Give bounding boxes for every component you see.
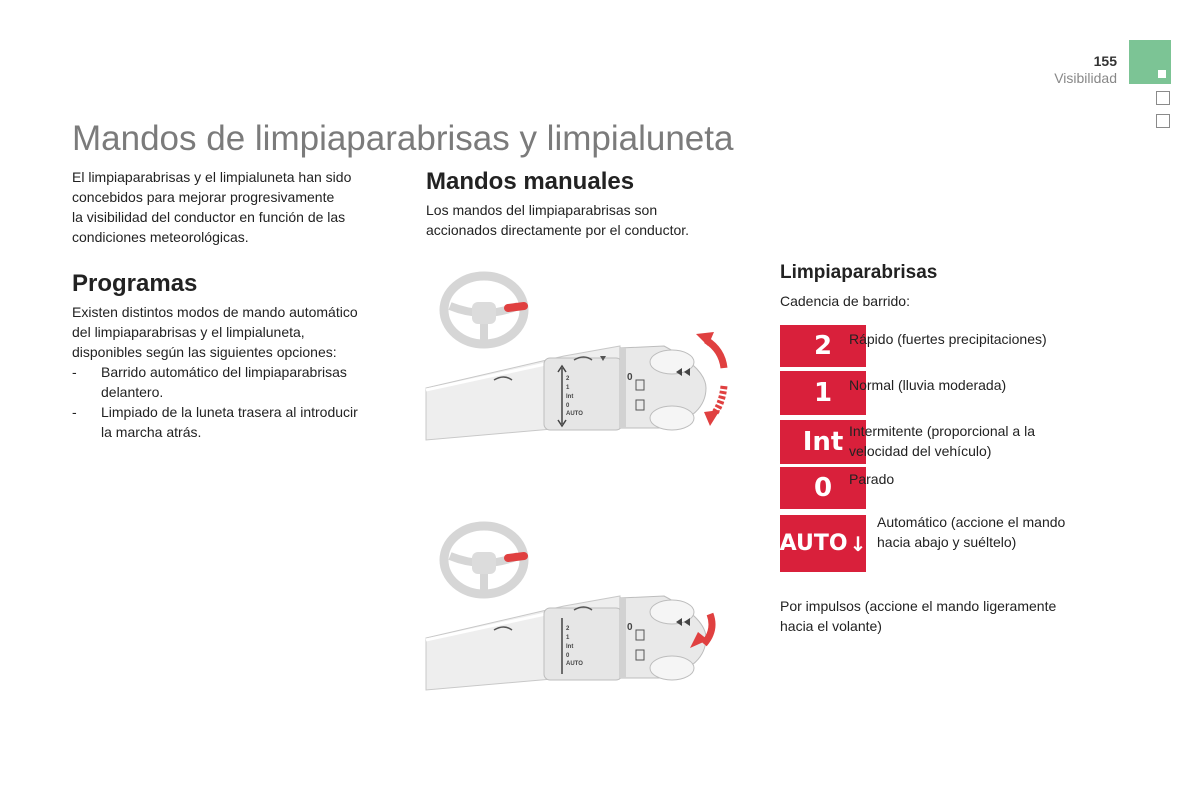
programas-heading: Programas (72, 270, 198, 297)
text-line: Parado (849, 471, 895, 487)
text-line: hacia abajo y suéltelo) (877, 534, 1017, 550)
text-line: la marcha atrás. (101, 424, 202, 440)
text-line: disponibles según las siguientes opciones: (72, 344, 337, 360)
mode-description (877, 512, 1065, 552)
mode-description (849, 469, 894, 489)
steering-wheel-icon (444, 526, 524, 594)
wiper-stalk-icon (426, 346, 706, 440)
wiper-stalk-illustration-rotation (424, 268, 734, 448)
stalk-scale-label: 2 (566, 376, 570, 382)
steering-wheel-icon (444, 276, 524, 344)
chapter-tab-active (1129, 40, 1171, 84)
stalk-scale-label: 2 (566, 626, 570, 632)
impulse-description (780, 596, 1056, 636)
stalk-scale-label: AUTO (566, 411, 583, 417)
rotate-up-arrow-icon (696, 332, 724, 368)
mandos-manuales-paragraph (426, 200, 756, 240)
stalk-scale-label: Int (566, 644, 574, 650)
text-line: Automático (accione el mando (877, 514, 1066, 530)
mode-description (849, 329, 1047, 349)
section-name: Visibilidad (1054, 70, 1117, 86)
text-line: Limpiado de la luneta trasera al introducir (101, 404, 358, 420)
stalk-scale-label: 0 (566, 403, 570, 409)
stalk-scale-label: 1 (566, 635, 570, 641)
stalk-scale-label: Int (566, 394, 574, 400)
chapter-tab-box (1156, 91, 1170, 105)
stalk-ring-label: 0 (627, 372, 633, 383)
intro-paragraph (72, 167, 402, 247)
limpiaparabrisas-heading: Limpiaparabrisas (780, 262, 938, 283)
down-arrow-icon: ↓ (849, 531, 867, 556)
text-line: concebidos para mejorar progresivamente (72, 189, 335, 205)
active-tab-marker (1158, 70, 1166, 78)
stalk-scale-label: 1 (566, 385, 570, 391)
cadencia-subtitle: Cadencia de barrido: (780, 293, 910, 309)
wiper-stalk-icon (426, 596, 706, 690)
mode-badge-1: 1 (780, 371, 866, 415)
mode-description (849, 375, 1006, 395)
stalk-ring-label: 0 (627, 622, 633, 633)
text-line: Barrido automático del limpiaparabrisas (101, 364, 347, 380)
chapter-tab-box (1156, 114, 1170, 128)
text-line: Rápido (fuertes precipitaciones) (849, 331, 1047, 347)
programas-section (72, 302, 402, 442)
text-line: condiciones meteorológicas. (72, 229, 249, 245)
text-line: Los mandos del limpiaparabrisas son (426, 202, 658, 218)
page-title: Mandos de limpiaparabrisas y limpialuneta (72, 119, 734, 158)
text-line: delantero. (101, 384, 164, 400)
list-item (72, 362, 402, 402)
mode-badge-0: 0 (780, 467, 866, 509)
text-line: la visibilidad del conductor en función de las (72, 209, 346, 225)
mode-badge-auto: AUTO ↓ (780, 515, 866, 572)
stalk-scale-label: AUTO (566, 661, 583, 667)
text-line: Normal (lluvia moderada) (849, 377, 1007, 393)
rotate-down-arrow-icon (704, 386, 724, 426)
page-number: 155 (1093, 53, 1117, 69)
bullet-dash: - (72, 364, 77, 380)
text-line: El limpiaparabrisas y el limpialuneta han sido (72, 169, 352, 185)
mode-badge-int: Int (780, 420, 866, 464)
bullet-dash: - (72, 404, 77, 420)
programas-list (72, 362, 402, 442)
text-line: Por impulsos (accione el mando ligeramente (780, 598, 1057, 614)
text-line: accionados directamente por el conductor. (426, 222, 690, 238)
mandos-manuales-heading: Mandos manuales (426, 168, 635, 195)
list-item (72, 402, 402, 442)
text-line: hacia el volante) (780, 618, 882, 634)
text-line: Existen distintos modos de mando automático (72, 304, 358, 320)
wiper-stalk-illustration-impulse (424, 518, 734, 698)
stalk-scale-label: 0 (566, 653, 570, 659)
mode-badge-2: 2 (780, 325, 866, 367)
text-line: Intermitente (proporcional a la (849, 423, 1035, 439)
text-line: del limpiaparabrisas y el limpialuneta, (72, 324, 305, 340)
mode-description (849, 421, 1035, 461)
text-line: velocidad del vehículo) (849, 443, 992, 459)
